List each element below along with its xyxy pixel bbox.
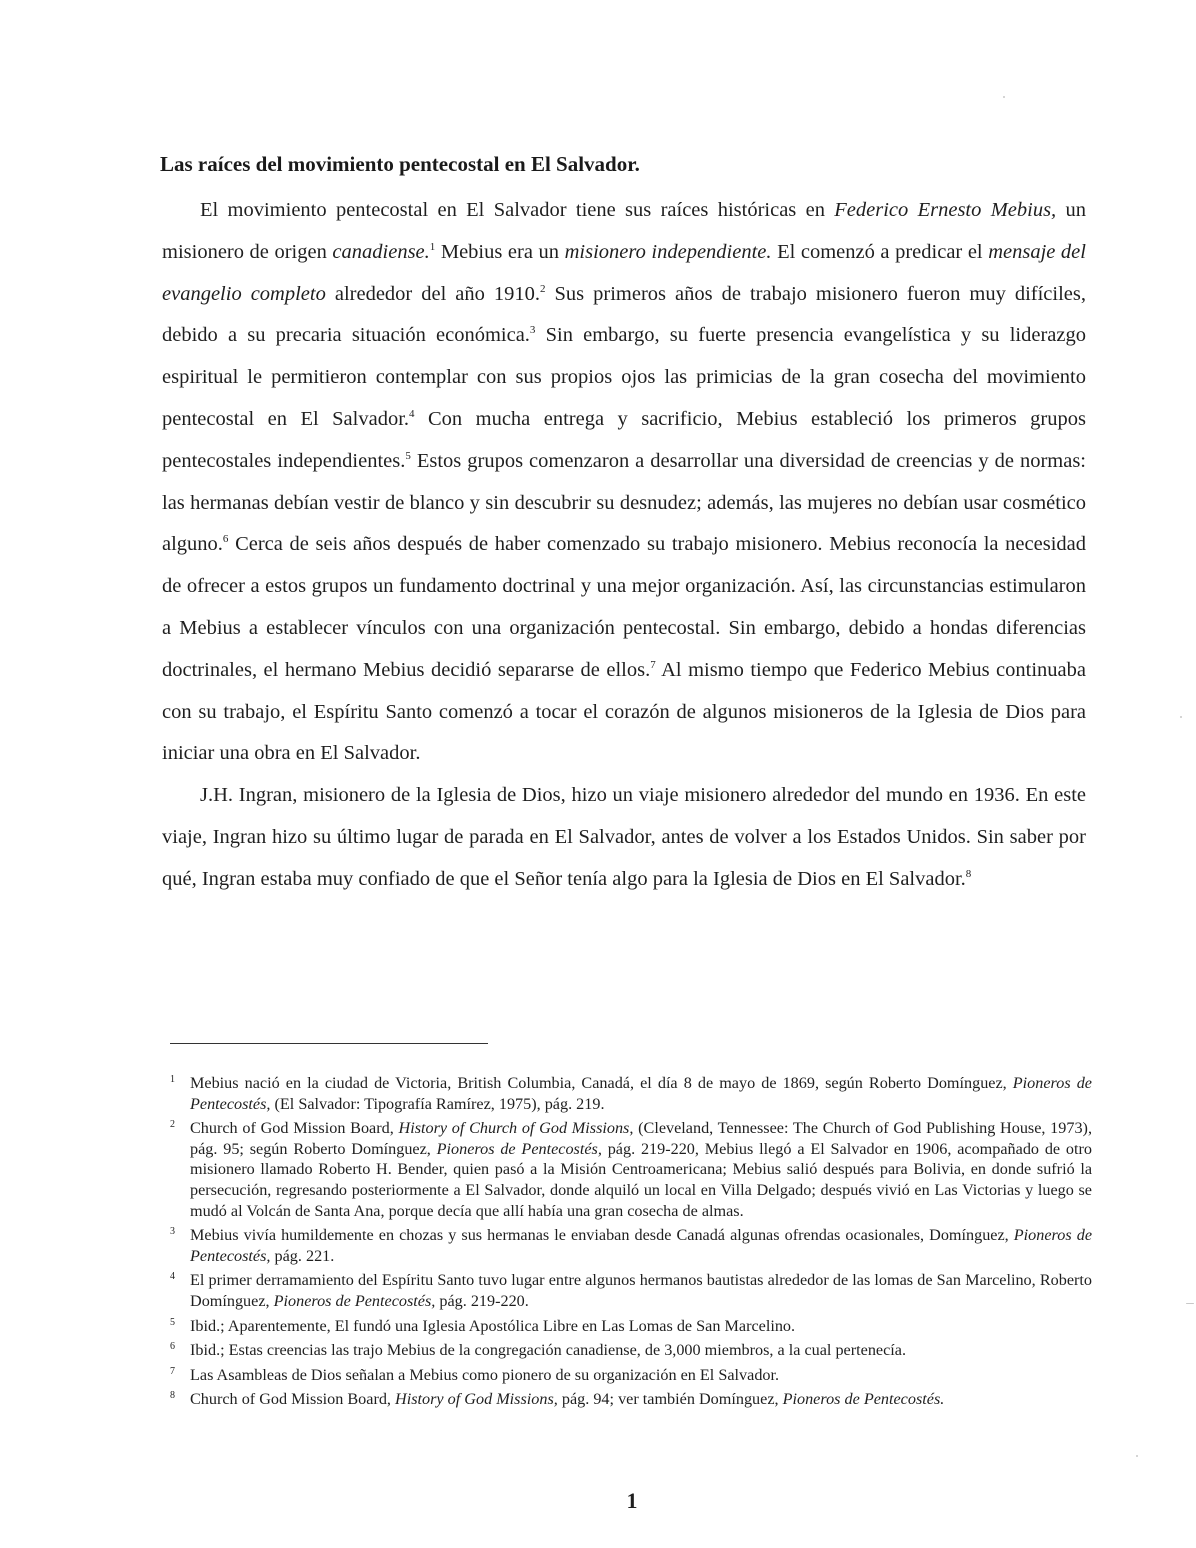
text-run: Church of God Mission Board, [190, 1390, 396, 1409]
scan-speck [1180, 716, 1182, 718]
scan-speck [1003, 96, 1005, 98]
italic-text: History of God Missions, [395, 1390, 558, 1409]
footnote-item [168, 1270, 1092, 1311]
text-run: Sin embargo, su fuerte presencia evangelística y su liderazgo espiritual le permitieron contemplar con sus propios ojos las primicias de la gran cosecha del movimiento pentecostal en El Salvador. [162, 324, 1086, 430]
footnote-item [168, 1365, 1092, 1386]
body-text [162, 190, 1086, 901]
text-run: pág. 219-220. [435, 1291, 529, 1310]
text-run: Al mismo tiempo que Federico Mebius continuaba con su trabajo, el Espíritu Santo comenzó a tocar el corazón de algunos misioneros de la Iglesia de Dios para iniciar una obra en El Salvador. [162, 658, 1086, 765]
italic-text: Pioneros de Pentecostés, [190, 1226, 1093, 1265]
italic-text: misionero independiente. [564, 240, 772, 263]
italic-text: History of Church of God Missions, [398, 1119, 634, 1138]
footnote-number: 7 [170, 1365, 175, 1377]
footnote-number: 8 [170, 1390, 175, 1402]
text-run: Estos grupos comenzaron a desarrollar una diversidad de creencias y de normas: las hermanas debían vestir de blanco y sin descubrir su desnudez; además, las mujeres no debían usar cosmético alguno. [162, 449, 1086, 556]
footnote-reference: 7 [650, 658, 656, 671]
text-run: El movimiento pentecostal en El Salvador tiene sus raíces históricas en [200, 199, 835, 221]
text-run: (El Salvador: Tipografía Ramírez, 1975), pág. 219. [270, 1094, 605, 1113]
text-run: un misionero de origen [162, 199, 1086, 263]
paragraph-1 [162, 190, 1086, 775]
footnote-item [168, 1118, 1092, 1221]
footnote-item [168, 1340, 1092, 1361]
footnote-item [168, 1225, 1092, 1266]
text-run: Las Asambleas de Dios señalan a Mebius como pionero de su organización en El Salvador. [190, 1365, 780, 1384]
text-run: Mebius vivía humildemente en chozas y sus hermanas le enviaban desde Canadá algunas ofrendas ocasionales, Domínguez, [190, 1226, 1014, 1245]
text-run: pág. 219-220, Mebius llegó a El Salvador en 1906, acompañado de otro misionero llamado Roberto H. Bender, quien pasó a la Misión Centroamericana; Mebius salió después para Bolivia, en donde sufrió la persecución, regresando posteriormente a El Salvador, donde alquiló un local en Villa Delgado; después vivió en Las Victorias y luego se mudó al Volcán de Santa Ana, porque decía que allí había una gran cosecha de almas. [190, 1139, 1092, 1220]
italic-text: Pioneros de Pentecostés, [273, 1291, 436, 1310]
paragraph-2 [162, 775, 1086, 900]
text-run: pág. 221. [270, 1246, 335, 1265]
footnote-number: 5 [170, 1316, 175, 1328]
footnote-reference: 1 [429, 240, 436, 253]
footnote-divider [170, 1043, 488, 1044]
footnote-reference: 3 [529, 324, 536, 337]
footnote-number: 4 [170, 1271, 175, 1283]
text-run: Cerca de seis años después de haber comenzado su trabajo misionero. Mebius reconocía la necesidad de ofrecer a estos grupos un fundamento doctrinal y una mejor organización. Así, las circunstancias estimularon a Mebius a establecer vínculos con una organización pentecostal. Sin embargo, debido a hondas diferencias doctrinales, el hermano Mebius decidió separarse de ellos. [162, 533, 1086, 681]
page-number: 1 [626, 1488, 638, 1513]
footnote-item [168, 1389, 1092, 1410]
footnote-item [168, 1073, 1092, 1114]
footnote-number: 1 [170, 1074, 175, 1085]
footnote-number: 6 [170, 1341, 175, 1353]
footnote-reference: 8 [965, 867, 972, 880]
footnote-reference: 5 [405, 449, 411, 462]
italic-text: Pioneros de Pentecostés, [436, 1139, 602, 1158]
text-run: El comenzó a predicar el [771, 240, 989, 263]
footnote-number: 2 [170, 1119, 175, 1131]
footnote-item [168, 1316, 1092, 1337]
footnote-reference: 2 [540, 282, 546, 295]
text-run: Ibid.; Estas creencias las trajo Mebius de la congregación canadiense, de 3,000 miembros, a la cual pertenecía. [190, 1341, 907, 1360]
text-run: Sus primeros años de trabajo misionero fueron muy difíciles, debido a su precaria situación económica. [162, 282, 1086, 347]
text-run: Ibid.; Aparentemente, El fundó una Iglesia Apostólica Libre en Las Lomas de San Marcelino. [190, 1316, 796, 1335]
italic-text: Pioneros de Pentecostés. [782, 1390, 945, 1409]
scan-speck [1186, 1303, 1194, 1304]
italic-text: mensaje del evangelio completo [162, 240, 1086, 305]
footnote-reference: 4 [409, 408, 415, 421]
text-run: pág. 94; ver también Domínguez, [557, 1390, 783, 1409]
text-run: alrededor del año 1910. [325, 282, 541, 305]
footnote-number: 3 [170, 1226, 175, 1238]
section-heading: Las raíces del movimiento pentecostal en El Salvador. [160, 152, 640, 176]
text-run: (Cleveland, Tennessee: The Church of God Publishing House, 1973), pág. 95; según Roberto Domínguez, [190, 1119, 1092, 1158]
text-run: Church of God Mission Board, [190, 1119, 399, 1138]
italic-text: canadiense. [332, 240, 430, 263]
scan-speck [1136, 1455, 1138, 1457]
text-run: El primer derramamiento del Espíritu Santo tuvo lugar entre algunos hermanos bautistas alrededor de las lomas de San Marcelino, Roberto Domínguez, [190, 1271, 1092, 1310]
text-run: J.H. Ingran, misionero de la Iglesia de Dios, hizo un viaje misionero alrededor del mundo en 1936. En este viaje, Ingran hizo su último lugar de parada en El Salvador, antes de volver a los Estados Unidos. Sin saber por qué, Ingran estaba muy confiado de que el Señor tenía algo para la Iglesia de Dios en El Salvador. [162, 784, 1086, 890]
italic-text: Pioneros de Pentecostés, [190, 1074, 1092, 1113]
text-run: Mebius nació en la ciudad de Victoria, British Columbia, Canadá, el día 8 de mayo de 1869, según Roberto Domínguez, [190, 1074, 1013, 1092]
text-run: Con mucha entrega y sacrificio, Mebius estableció los primeros grupos pentecostales independientes. [162, 407, 1086, 472]
italic-text: Federico Ernesto Mebius, [834, 199, 1057, 221]
footnote-reference: 6 [222, 533, 229, 546]
footnotes-list [168, 1073, 1092, 1414]
text-run: Mebius era un [435, 240, 565, 263]
